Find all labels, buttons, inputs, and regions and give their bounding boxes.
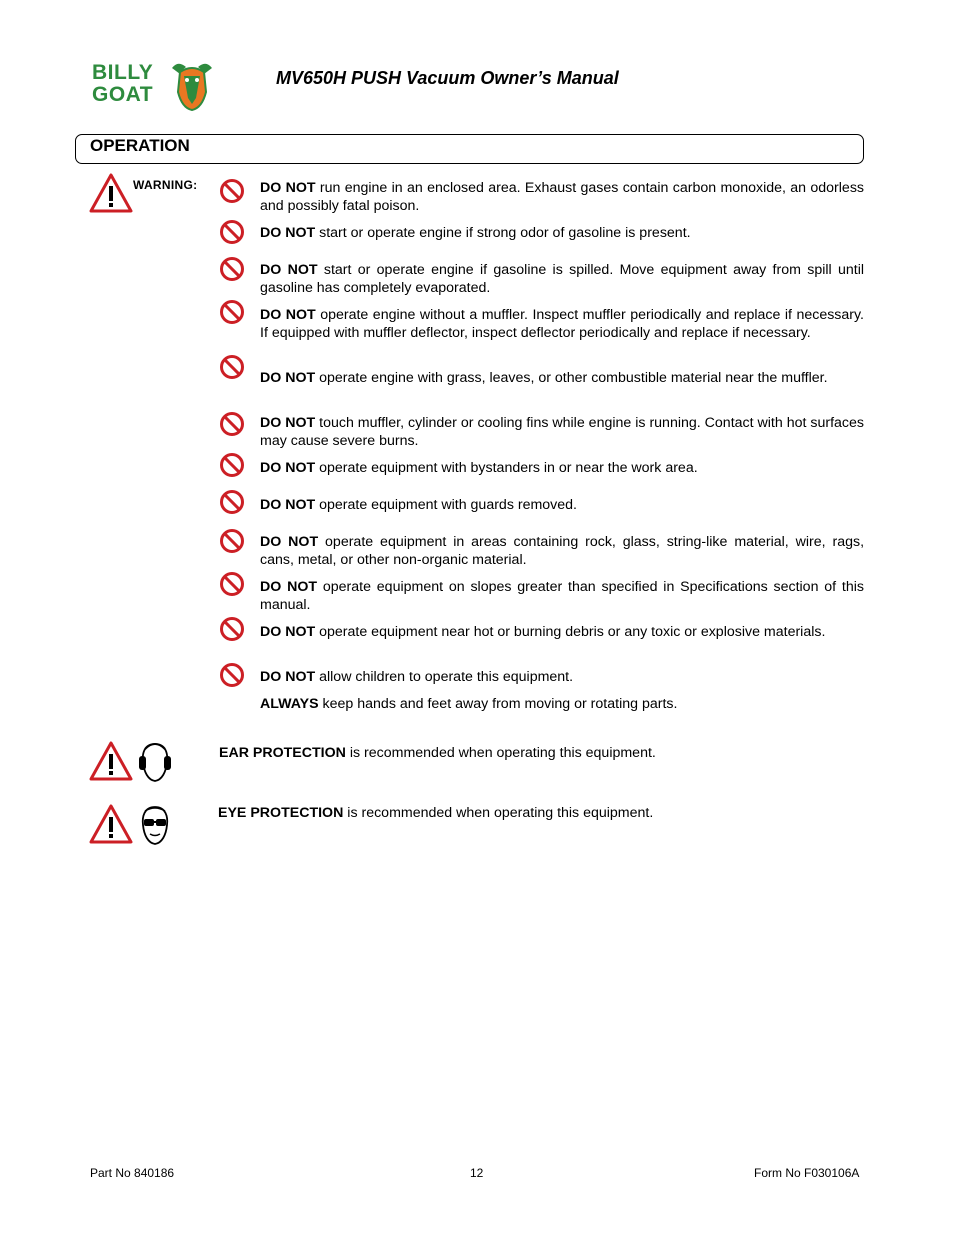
prohibition-icon [219, 528, 245, 554]
warning-item-lead: DO NOT [260, 579, 318, 595]
warning-item-lead: DO NOT [260, 669, 316, 685]
ear-protection-icon [136, 740, 174, 784]
warning-item-lead: DO NOT [260, 307, 316, 323]
ear-protection-notice [219, 744, 656, 762]
warning-label: WARNING: [133, 178, 198, 192]
prohibition-icon [219, 219, 245, 245]
warning-item-lead: DO NOT [260, 624, 316, 640]
warning-triangle-icon [88, 172, 134, 214]
footer-form-no: Form No F030106A [754, 1166, 860, 1180]
prohibition-icon [219, 571, 245, 597]
ear-protection-text: is recommended when operating this equipment. [345, 745, 656, 761]
manual-title: MV650H PUSH Vacuum Owner’s Manual [276, 68, 619, 88]
warning-item-text: operate equipment with bystanders in or near the work area. [315, 460, 698, 476]
warning-item-lead: DO NOT [260, 460, 316, 476]
ear-protection-lead: EAR PROTECTION [219, 745, 346, 761]
footer-page-number: 12 [470, 1166, 484, 1180]
warning-item [260, 414, 864, 450]
caution-triangle-icon [88, 803, 134, 845]
caution-triangle-icon [88, 740, 134, 782]
warning-item-text: allow children to operate this equipment. [315, 669, 574, 685]
eye-protection-notice [218, 804, 653, 822]
warning-item [260, 459, 864, 477]
footer-part-no: Part No 840186 [90, 1166, 175, 1180]
warning-item-lead: ALWAYS [260, 696, 319, 712]
warning-item-text: operate equipment near hot or burning debris or any toxic or explosive materials. [315, 624, 826, 640]
section-title: OPERATION [90, 136, 190, 155]
prohibition-icon [219, 354, 245, 380]
warning-item [260, 496, 864, 514]
goat-head-icon [166, 58, 218, 112]
warning-item-text: keep hands and feet away from moving or rotating parts. [318, 696, 678, 712]
warning-item-text: operate equipment on slopes greater than specified in Specifications section of this manual. [260, 579, 864, 613]
warning-item [260, 623, 864, 641]
warning-item [260, 179, 864, 215]
warning-item-lead: DO NOT [260, 180, 316, 196]
warning-item-lead: DO NOT [260, 225, 316, 241]
warning-item [260, 306, 864, 342]
prohibition-icon [219, 662, 245, 688]
warning-item [260, 668, 864, 686]
warning-item-lead: DO NOT [260, 534, 319, 550]
section-header-box [75, 134, 864, 164]
logo-line2: GOAT [92, 83, 154, 106]
prohibition-icon [219, 256, 245, 282]
warning-item-text: start or operate engine if strong odor of gasoline is present. [315, 225, 691, 241]
prohibition-icon [219, 489, 245, 515]
eye-protection-lead: EYE PROTECTION [218, 805, 344, 821]
warning-item-text: touch muffler, cylinder or cooling fins while engine is running. Contact with hot surfaces may cause severe burns. [260, 415, 864, 449]
warning-item [260, 224, 864, 242]
warning-item-text: operate equipment with guards removed. [315, 497, 578, 513]
logo-line1: BILLY [92, 61, 154, 84]
warning-item-lead: DO NOT [260, 497, 316, 513]
warning-item [260, 578, 864, 614]
warning-item-text: operate engine with grass, leaves, or other combustible material near the muffler. [315, 370, 828, 386]
warning-item [260, 261, 864, 297]
eye-protection-icon [136, 803, 174, 847]
prohibition-icon [219, 178, 245, 204]
warning-item-text: run engine in an enclosed area. Exhaust gases contain carbon monoxide, an odorless and possibly fatal poison. [260, 180, 865, 214]
eye-protection-text: is recommended when operating this equipment. [343, 805, 654, 821]
warning-item-lead: DO NOT [260, 415, 316, 431]
warning-item-text: operate equipment in areas containing rock, glass, string-like material, wire, rags, cans, metal, or other non-organic material. [260, 534, 865, 568]
warning-item-lead: DO NOT [260, 262, 318, 278]
warning-item [260, 695, 864, 713]
warning-item [260, 369, 864, 387]
warning-item-lead: DO NOT [260, 370, 316, 386]
prohibition-icon [219, 299, 245, 325]
prohibition-icon [219, 411, 245, 437]
warning-item-text: start or operate engine if gasoline is spilled. Move equipment away from spill until gasoline has completely evaporated. [260, 262, 864, 296]
warning-item [260, 533, 864, 569]
prohibition-icon [219, 616, 245, 642]
warning-item-text: operate engine without a muffler. Inspect muffler periodically and replace if necessary. If equipped with muffler deflector, inspect deflector periodically and replace if necessary. [260, 307, 864, 341]
prohibition-icon [219, 452, 245, 478]
billy-goat-logo [92, 58, 222, 114]
